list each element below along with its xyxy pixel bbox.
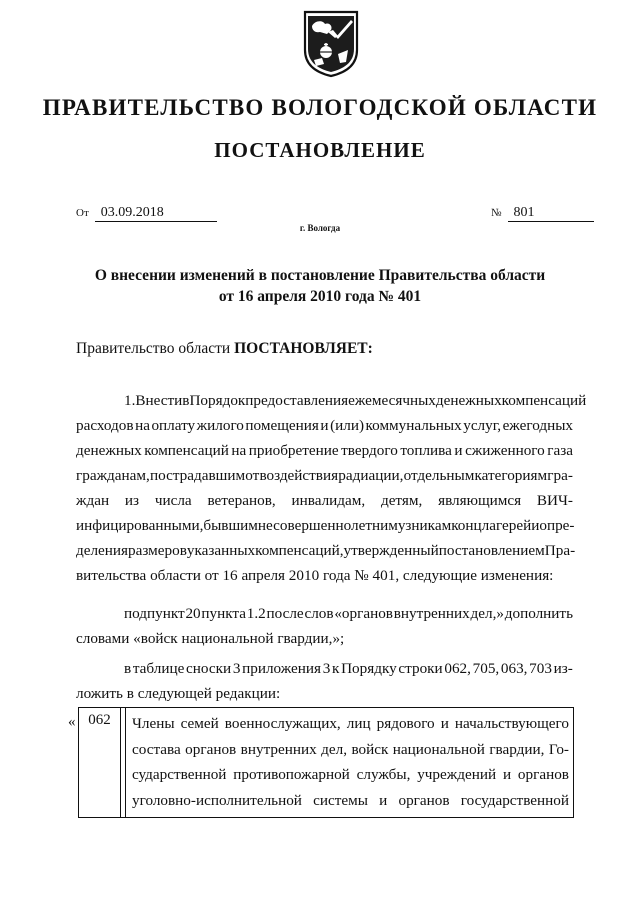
word: Го- [548, 740, 569, 758]
paragraph-line [76, 413, 573, 438]
paragraph-line: вительства области от 16 апреля 2010 года № 401, следующие изменения: [76, 567, 554, 584]
date-label: От [76, 207, 89, 219]
word: системы [313, 791, 368, 809]
word: службы, [356, 766, 411, 783]
word: размеров [128, 542, 187, 559]
word: органов [185, 740, 237, 758]
word: в [182, 392, 190, 409]
word: указанных [186, 542, 256, 559]
word: Члены [132, 715, 175, 732]
paragraph-line [76, 601, 573, 626]
word: несовершеннолетним [257, 517, 398, 534]
paragraph-2 [76, 601, 573, 651]
paragraph-line [76, 388, 587, 413]
word: к [332, 660, 340, 677]
word: и [379, 791, 388, 809]
paragraph-line [76, 463, 573, 488]
row-code: 062 [79, 708, 121, 817]
word: сударственной [132, 766, 227, 783]
word: приложения [242, 660, 322, 677]
word: ВИЧ- [536, 492, 573, 509]
word: денежных [435, 392, 502, 409]
word: пострадавшим [149, 467, 246, 484]
word: постановлением [438, 542, 545, 559]
word: и [320, 417, 329, 434]
word: пункта [201, 605, 246, 622]
word: денежных [76, 442, 142, 459]
word: услуг, [463, 417, 502, 434]
word: состава [132, 740, 181, 758]
word: ежегодных [502, 417, 573, 434]
word: из- [553, 660, 573, 677]
word: Внести [135, 392, 183, 409]
word: помещения [245, 417, 319, 434]
word: и [502, 766, 512, 783]
description-line [132, 762, 569, 788]
word: ежемесячных [348, 392, 436, 409]
word: лиц [346, 715, 371, 732]
word: расходов [76, 417, 134, 434]
word: твердого [341, 442, 398, 459]
word: деления [76, 542, 129, 559]
word: топлива [400, 442, 452, 459]
word: рядового [376, 715, 435, 732]
row-description [126, 708, 573, 817]
word: (или) [330, 417, 365, 434]
word: внутренних [240, 740, 317, 758]
word: коммунальных [365, 417, 462, 434]
word: 20 [185, 605, 201, 622]
word: Порядку [341, 660, 397, 677]
word: Порядок [189, 392, 246, 409]
word: ждан [76, 492, 110, 509]
word: компенсаций [501, 392, 587, 409]
word: слов [304, 605, 334, 622]
word: дел, [321, 740, 347, 758]
word: числа [154, 492, 192, 509]
word: после [266, 605, 304, 622]
word: компенсаций, [255, 542, 344, 559]
word: 1.2 [246, 605, 266, 622]
word: из [124, 492, 140, 509]
word: военнослужащих, [224, 715, 341, 732]
paragraph-1 [76, 388, 587, 588]
word: радиации, [338, 467, 404, 484]
title-line: О внесении изменений в постановление Правительства области [94, 267, 546, 284]
description-line [132, 737, 569, 763]
resolves-verb: ПОСТАНОВЛЯЕТ: [234, 340, 373, 357]
word: сжиженного [465, 442, 545, 459]
word: категориям [474, 467, 548, 484]
word: от [245, 467, 260, 484]
word: жилого [196, 417, 244, 434]
word: 062, [444, 660, 471, 677]
word: гвардии, [489, 740, 545, 758]
word: гражданам, [76, 467, 150, 484]
open-quote: « [68, 714, 76, 730]
word: «органов [334, 605, 393, 622]
word: и [440, 715, 449, 732]
resolves-lead: Правительство области [76, 340, 231, 357]
word: газа [547, 442, 573, 459]
word: утвержденный [343, 542, 439, 559]
paragraph-line: ложить в следующей редакции: [76, 685, 281, 702]
word: 3 [232, 660, 241, 677]
word: детям, [380, 492, 423, 509]
organization-name: ПРАВИТЕЛЬСТВО ВОЛОГОДСКОЙ ОБЛАСТИ [42, 95, 598, 120]
word: узникам [397, 517, 452, 534]
word: инвалидам, [291, 492, 366, 509]
resolves-clause [76, 340, 373, 358]
word: войск [351, 740, 389, 758]
word: концлагерей [451, 517, 532, 534]
paragraph-line: словами «войск национальной гвардии,»; [76, 630, 345, 647]
number-row [491, 205, 594, 222]
word: инфицированными, [76, 517, 204, 534]
word: гра- [547, 467, 573, 484]
city: г. Вологда [299, 223, 341, 233]
word: 705, [472, 660, 500, 677]
footnote-table [78, 707, 574, 818]
date-row [76, 205, 217, 222]
word: являющимся [438, 492, 522, 509]
document-number: 801 [508, 205, 594, 222]
word: национальной [392, 740, 485, 758]
word: таблице [132, 660, 185, 677]
paragraph-line [76, 488, 573, 513]
word: предоставления [245, 392, 349, 409]
word: 1. [124, 392, 136, 409]
word: дополнить [504, 605, 573, 622]
word: компенсаций [144, 442, 229, 459]
word: внутренних [393, 605, 470, 622]
word: на [231, 442, 247, 459]
coat-of-arms-icon [302, 8, 360, 78]
word: в [124, 660, 132, 677]
paragraph-3 [76, 656, 573, 706]
word: отдельным [403, 467, 475, 484]
word: бывшим [203, 517, 258, 534]
word: органов [398, 791, 450, 809]
word: противопожарной [233, 766, 350, 783]
title-line: от 16 апреля 2010 года № 401 [218, 288, 422, 305]
paragraph-line [76, 538, 576, 563]
word: 3 [322, 660, 331, 677]
document-title [0, 265, 640, 307]
word: начальствующего [454, 715, 569, 732]
paragraph-line [76, 656, 573, 681]
word: государственной [460, 791, 569, 809]
word: Пра- [544, 542, 576, 559]
paragraph-line [76, 513, 573, 538]
word: приобретение [248, 442, 339, 459]
number-label: № [491, 207, 502, 219]
word: и [531, 517, 540, 534]
word: уголовно-исполнительной [132, 791, 302, 809]
word: оплату [151, 417, 196, 434]
document-date: 03.09.2018 [95, 205, 217, 222]
word: воздействия [259, 467, 339, 484]
description-line [132, 711, 569, 737]
word: 063, [500, 660, 528, 677]
word: дел,» [470, 605, 504, 622]
word: сноски [186, 660, 232, 677]
paragraph-line [76, 438, 573, 463]
word: и [454, 442, 463, 459]
word: 703 [529, 660, 552, 677]
word: органов [517, 766, 569, 783]
word: на [135, 417, 150, 434]
word: подпункт [124, 605, 185, 622]
word: учреждений [417, 766, 497, 783]
word: опре- [539, 517, 575, 534]
description-line [132, 788, 569, 814]
document-type: ПОСТАНОВЛЕНИЕ [214, 138, 426, 162]
word: семей [180, 715, 219, 732]
word: строки [398, 660, 443, 677]
word: ветеранов, [207, 492, 276, 509]
